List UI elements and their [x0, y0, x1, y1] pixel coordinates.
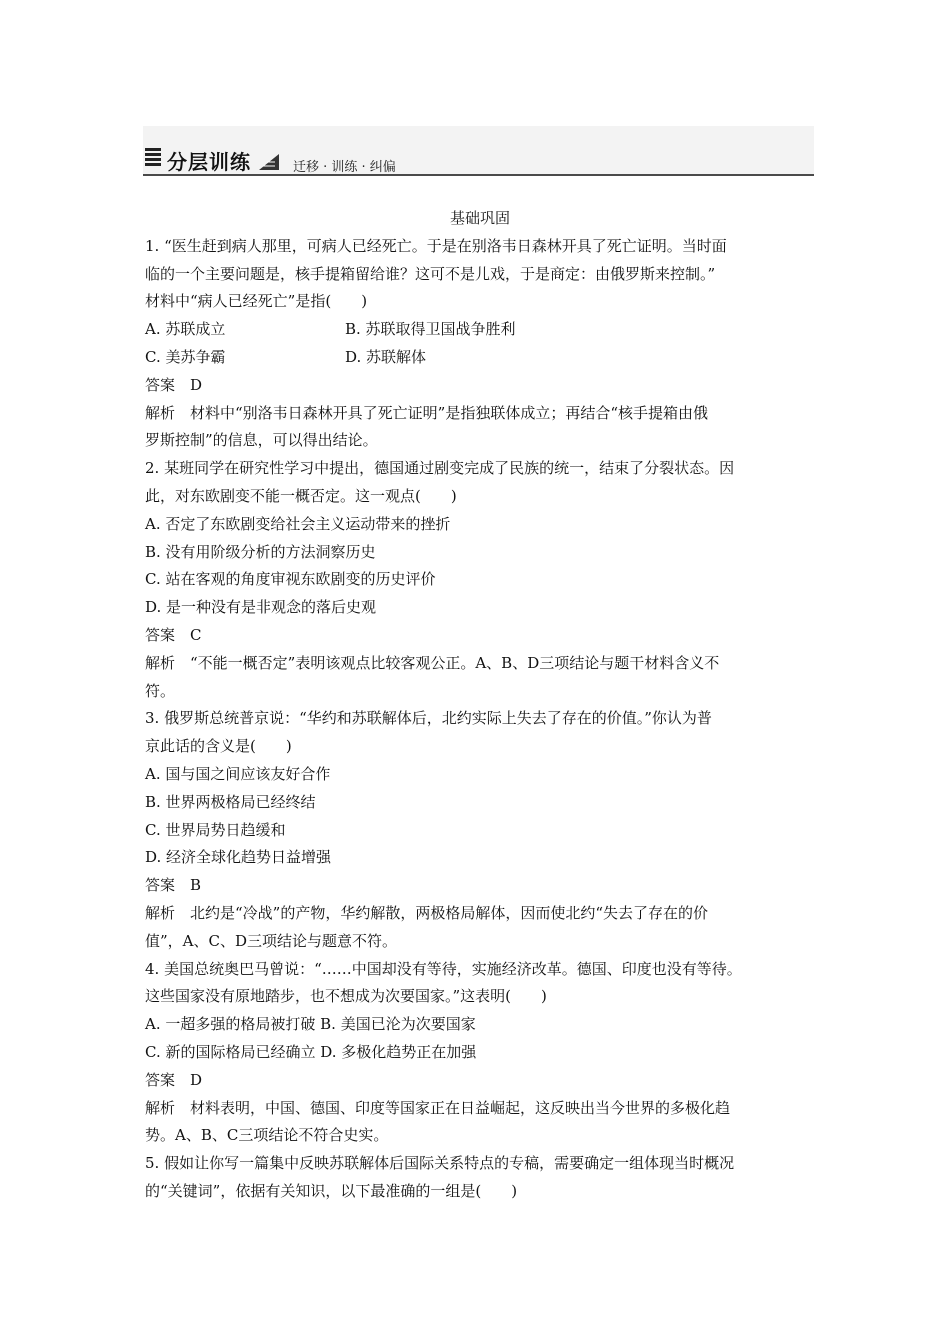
q4-stem-line: 这些国家没有原地踏步，也不想成为次要国家。”这表明( )	[145, 987, 547, 1006]
q2-stem-line: 2. 某班同学在研究性学习中提出，德国通过剧变完成了民族的统一，结束了分裂状态。因	[145, 459, 735, 478]
q1-analysis-line: 罗斯控制”的信息，可以得出结论。	[145, 431, 378, 450]
q3-option-d: D. 经济全球化趋势日益增强	[145, 848, 332, 867]
q2-analysis-line: 解析 “不能一概否定”表明该观点比较客观公正。A、B、D三项结论与题干材料含义不	[145, 653, 720, 672]
q1-stem-line: 材料中“病人已经死亡”是指( )	[145, 292, 368, 311]
q1-answer: 答案 D	[145, 375, 203, 394]
banner-title: 分层训练	[167, 150, 251, 174]
q5-stem-line: 5. 假如让你写一篇集中反映苏联解体后国际关系特点的专稿，需要确定一组体现当时概况	[145, 1154, 735, 1173]
banner-subtitle: 迁移 · 训练 · 纠偏	[293, 160, 396, 175]
q3-answer: 答案 B	[145, 876, 202, 895]
banner-stripes-icon	[145, 148, 161, 170]
q1-analysis-line: 解析 材料中“别洛韦日森林开具了死亡证明”是指独联体成立；再结合“核手提箱由俄	[145, 403, 709, 422]
q4-options-ab: A. 一超多强的格局被打破 B. 美国已沦为次要国家	[145, 1015, 476, 1034]
q2-option-b: B. 没有用阶级分析的方法洞察历史	[145, 542, 376, 561]
q4-analysis-line: 解析 材料表明，中国、德国、印度等国家正在日益崛起，这反映出当今世界的多极化趋	[145, 1098, 731, 1117]
q3-option-a: A. 国与国之间应该友好合作	[145, 764, 331, 783]
q4-answer: 答案 D	[145, 1070, 203, 1089]
q2-option-c: C. 站在客观的角度审视东欧剧变的历史评价	[145, 570, 436, 589]
q3-stem-line: 3. 俄罗斯总统普京说：“华约和苏联解体后，北约实际上失去了存在的价值。”你认为普	[145, 709, 712, 728]
q3-option-b: B. 世界两极格局已经终结	[145, 792, 316, 811]
q3-analysis-line: 值”，A、C、D三项结论与题意不符。	[145, 931, 398, 950]
q1-option-d: D. 苏联解体	[345, 347, 427, 366]
q2-option-a: A. 否定了东欧剧变给社会主义运动带来的挫折	[145, 514, 451, 533]
section-title: 基础巩固	[449, 209, 510, 227]
q1-option-a: A. 苏联成立	[145, 320, 226, 339]
q5-stem-line: 的“关键词”，依据有关知识，以下最准确的一组是( )	[145, 1181, 518, 1200]
q1-options-row	[145, 344, 815, 372]
q1-stem-line: 临的一个主要问题是，核手提箱留给谁？这可不是儿戏，于是商定：由俄罗斯来控制。”	[145, 264, 716, 283]
q2-option-d: D. 是一种没有是非观念的落后史观	[145, 598, 377, 617]
q1-stem-line: 1. “医生赶到病人那里，可病人已经死亡。于是在别洛韦日森林开具了死亡证明。当时面	[145, 236, 727, 255]
q3-analysis-line: 解析 北约是“冷战”的产物，华约解散，两极格局解体，因而使北约“失去了存在的价	[145, 903, 709, 922]
q2-analysis-line: 符。	[145, 681, 176, 700]
q1-option-c: C. 美苏争霸	[145, 347, 226, 366]
q1-options-row	[145, 316, 815, 344]
section-banner	[143, 126, 814, 176]
q4-options-cd: C. 新的国际格局已经确立 D. 多极化趋势正在加强	[145, 1042, 477, 1061]
q2-stem-line: 此，对东欧剧变不能一概否定。这一观点( )	[145, 486, 457, 505]
exercise-content	[145, 205, 815, 1206]
q1-option-b: B. 苏联取得卫国战争胜利	[345, 320, 516, 339]
q4-analysis-line: 势。A、B、C三项结论不符合史实。	[145, 1126, 389, 1145]
q2-answer: 答案 C	[145, 625, 202, 644]
triangle-icon	[259, 152, 281, 172]
q3-stem-line: 京此话的含义是( )	[145, 737, 292, 756]
q4-stem-line: 4. 美国总统奥巴马曾说：“……中国却没有等待，实施经济改革。德国、印度也没有等待。	[145, 959, 742, 978]
q3-option-c: C. 世界局势日趋缓和	[145, 820, 286, 839]
